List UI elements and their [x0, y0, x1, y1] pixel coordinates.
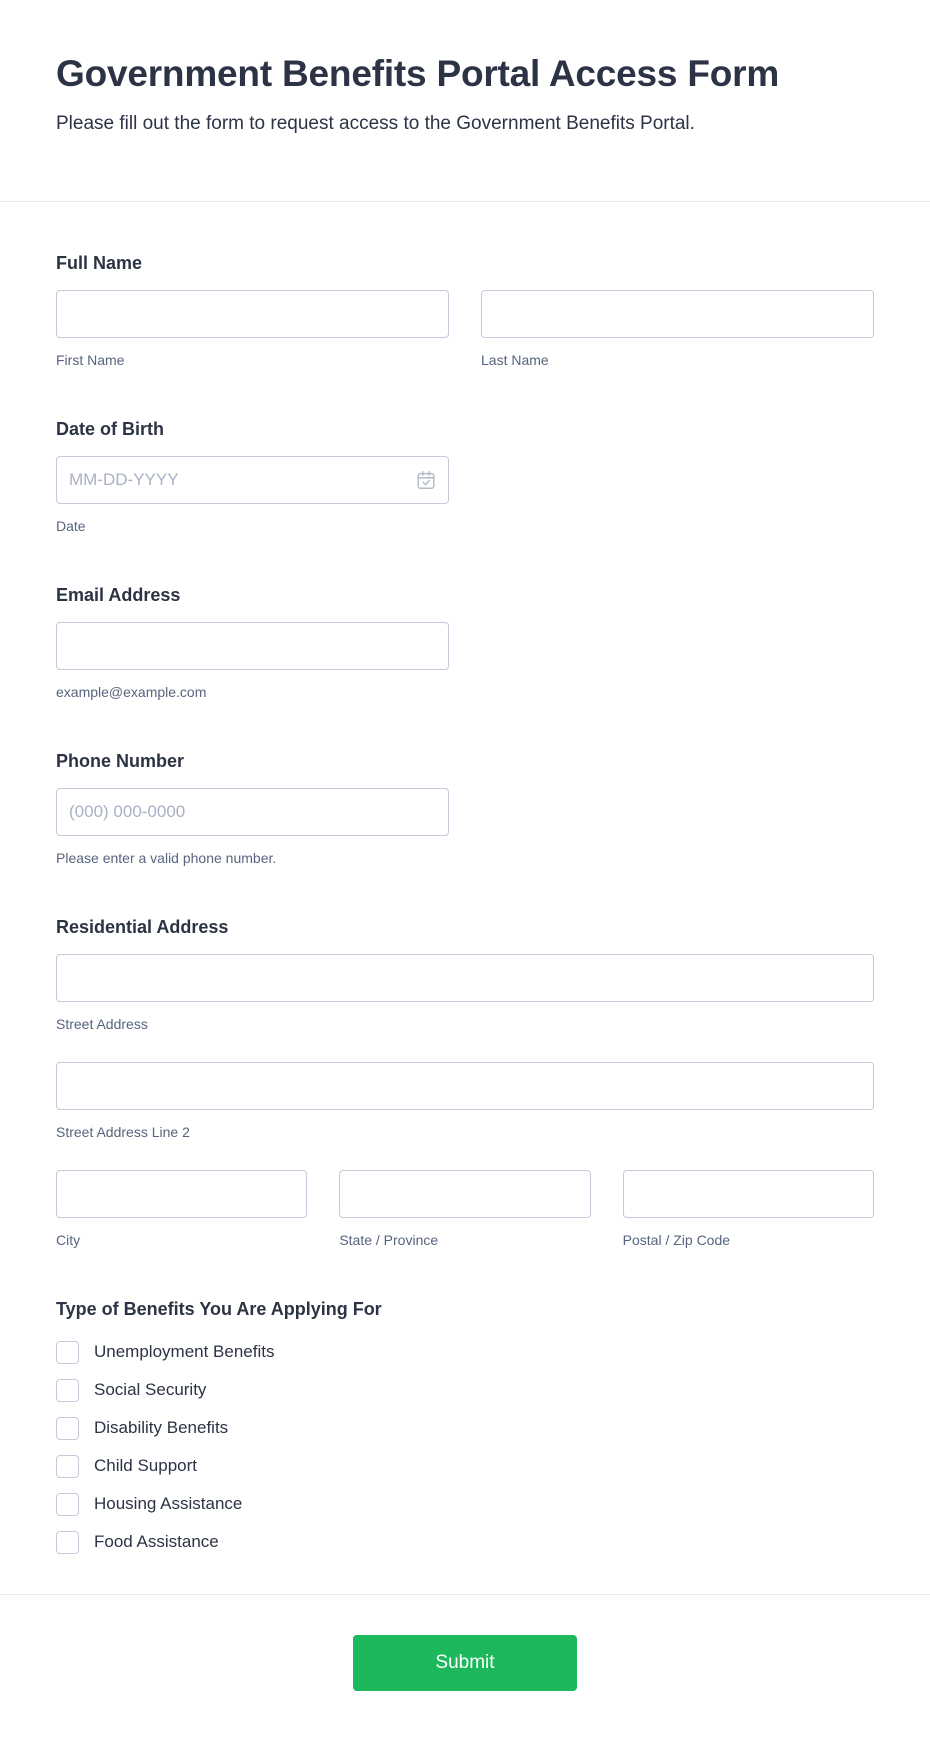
- phone-label: Phone Number: [56, 751, 185, 771]
- street-address-line2-input[interactable]: [56, 1062, 874, 1110]
- disability-benefits-checkbox[interactable]: [56, 1417, 79, 1440]
- postal-zip-sublabel: Postal / Zip Code: [622, 1232, 731, 1248]
- last-name-input[interactable]: [481, 290, 874, 338]
- city-sublabel: City: [56, 1232, 81, 1248]
- housing-assistance-checkbox[interactable]: [56, 1493, 79, 1516]
- checkbox-label: Disability Benefits: [94, 1418, 229, 1437]
- checkbox-label: Unemployment Benefits: [94, 1342, 275, 1361]
- email-input[interactable]: [56, 622, 449, 670]
- street-address-line2-sublabel: Street Address Line 2: [56, 1124, 190, 1140]
- section-benefits: [56, 1298, 874, 1554]
- section-full-name: [56, 252, 874, 368]
- section-date-of-birth: [56, 418, 874, 534]
- dob-input[interactable]: [56, 456, 449, 504]
- last-name-sublabel: Last Name: [481, 352, 549, 368]
- form-footer: [0, 1595, 930, 1744]
- section-email: [56, 584, 874, 700]
- section-address: [56, 916, 874, 1248]
- page-title: Government Benefits Portal Access Form: [56, 53, 780, 94]
- checkbox-label: Food Assistance: [94, 1532, 219, 1551]
- benefits-label: Type of Benefits You Are Applying For: [56, 1299, 382, 1319]
- section-phone: [56, 750, 874, 866]
- checkbox-row-housing-assistance[interactable]: [56, 1492, 874, 1516]
- street-address-sublabel: Street Address: [56, 1016, 148, 1032]
- first-name-sublabel: First Name: [56, 352, 125, 368]
- email-sublabel: example@example.com: [56, 684, 207, 700]
- child-support-checkbox[interactable]: [56, 1455, 79, 1478]
- full-name-label: Full Name: [56, 253, 143, 273]
- calendar-check-icon[interactable]: [415, 469, 437, 491]
- unemployment-benefits-checkbox[interactable]: [56, 1341, 79, 1364]
- submit-button[interactable]: Submit: [353, 1635, 577, 1691]
- checkbox-label: Child Support: [94, 1456, 198, 1475]
- checkbox-label: Housing Assistance: [94, 1494, 243, 1513]
- form-body: [0, 202, 930, 1594]
- dob-sublabel: Date: [56, 518, 86, 534]
- state-province-sublabel: State / Province: [339, 1232, 439, 1248]
- state-province-input[interactable]: [339, 1170, 590, 1218]
- social-security-checkbox[interactable]: [56, 1379, 79, 1402]
- dob-label: Date of Birth: [56, 419, 164, 439]
- street-address-input[interactable]: [56, 954, 874, 1002]
- phone-input[interactable]: [56, 788, 449, 836]
- page-subtitle: Please fill out the form to request access to the Government Benefits Portal.: [56, 113, 695, 134]
- postal-zip-input[interactable]: [623, 1170, 874, 1218]
- email-label: Email Address: [56, 585, 181, 605]
- form-header: [0, 0, 930, 201]
- address-label: Residential Address: [56, 917, 229, 937]
- city-input[interactable]: [56, 1170, 307, 1218]
- first-name-input[interactable]: [56, 290, 449, 338]
- checkbox-row-social-security[interactable]: [56, 1378, 874, 1402]
- phone-sublabel: Please enter a valid phone number.: [56, 850, 277, 866]
- benefits-checkbox-group: [56, 1340, 874, 1554]
- food-assistance-checkbox[interactable]: [56, 1531, 79, 1554]
- checkbox-row-unemployment-benefits[interactable]: [56, 1340, 874, 1364]
- checkbox-row-disability-benefits[interactable]: [56, 1416, 874, 1440]
- checkbox-label: Social Security: [94, 1380, 207, 1399]
- checkbox-row-child-support[interactable]: [56, 1454, 874, 1478]
- checkbox-row-food-assistance[interactable]: [56, 1530, 874, 1554]
